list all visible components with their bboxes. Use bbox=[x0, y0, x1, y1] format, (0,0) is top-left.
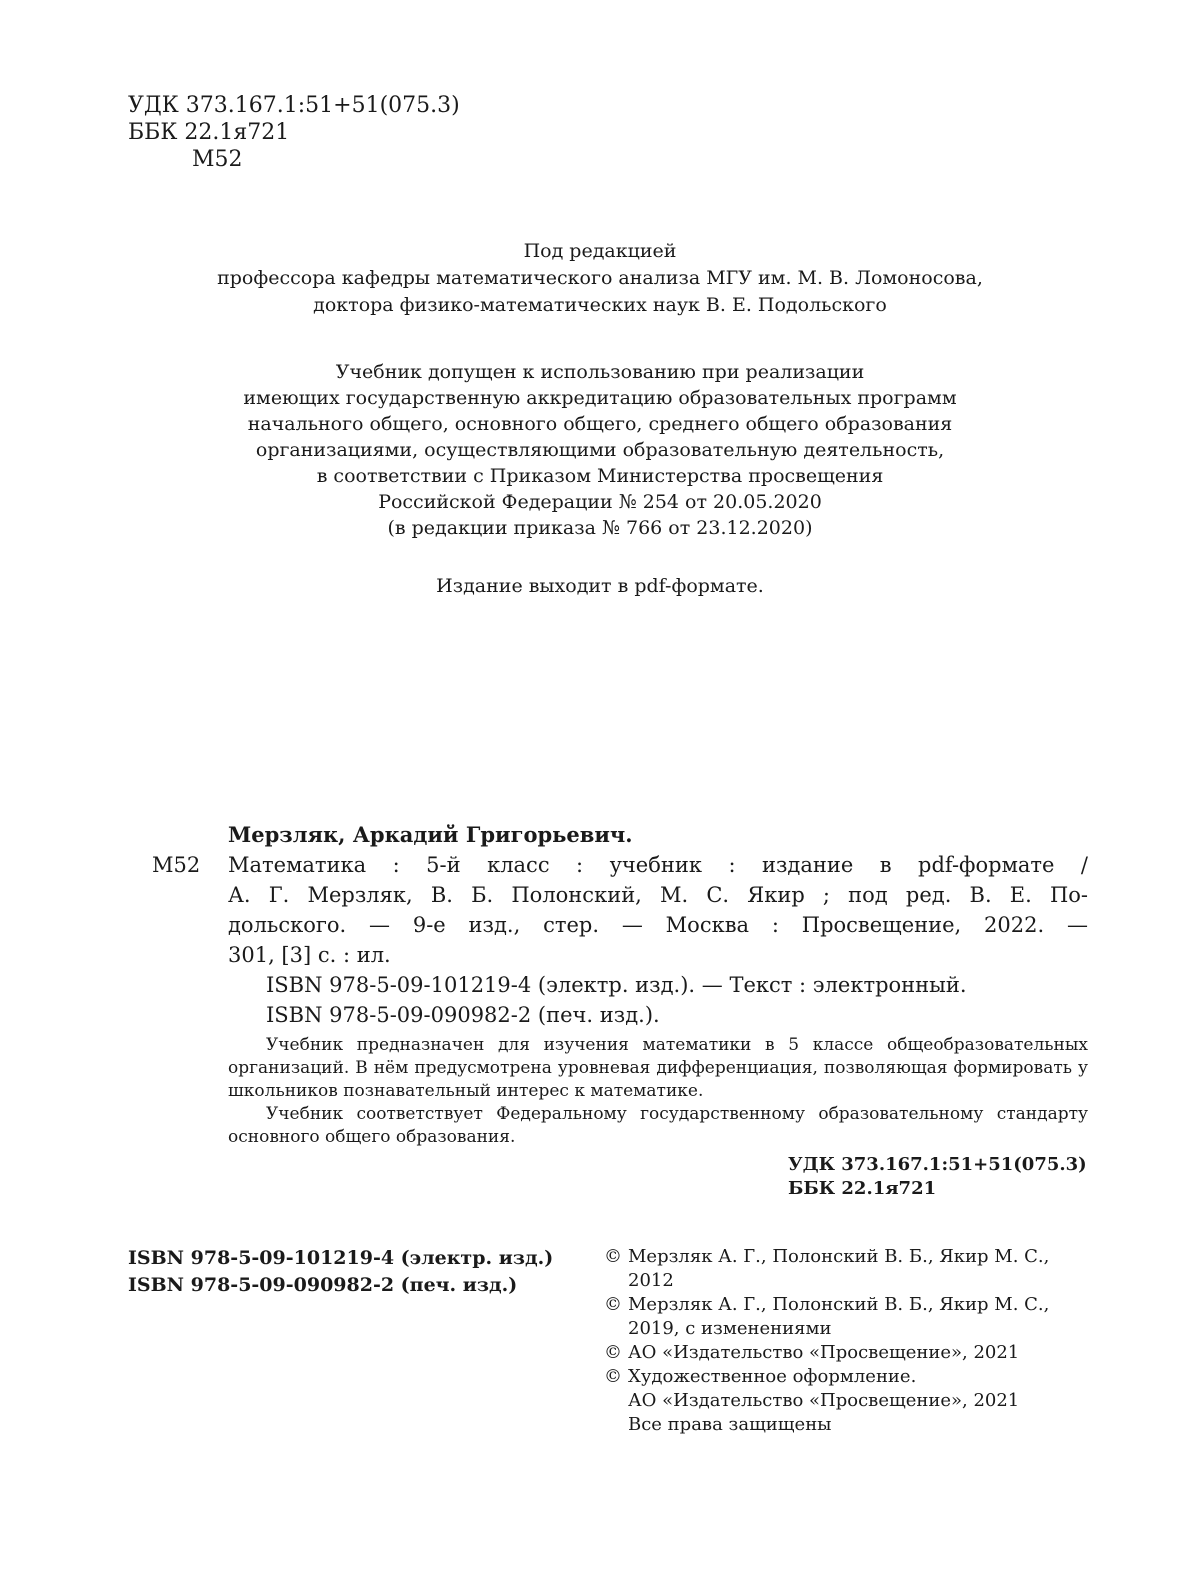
approval-line: в соответствии с Приказом Министерства просвещения bbox=[316, 465, 884, 487]
approval-line: имеющих государственную аккредитацию образовательных программ bbox=[243, 387, 957, 409]
approval-line: организациями, осуществляющими образовательную деятельность, bbox=[255, 439, 945, 461]
record-line: А. Г. Мерзляк, В. Б. Полонский, М. С. Якир ; под ред. В. Е. По- bbox=[228, 883, 1088, 907]
record-line: Математика : 5-й класс : учебник : издание в pdf-формате / bbox=[228, 853, 1088, 877]
editor-line: профессора кафедры математического анализа МГУ им. М. В. Ломоносова, bbox=[217, 267, 983, 289]
isbn-block bbox=[128, 1245, 553, 1299]
bibliographic-record bbox=[128, 820, 1088, 1201]
copyright-icon: © bbox=[604, 1294, 622, 1315]
author-mark: М52 bbox=[192, 147, 243, 172]
record-bbk: ББК 22.1я721 bbox=[788, 1178, 937, 1199]
approval-line: (в редакции приказа № 766 от 23.12.2020) bbox=[387, 517, 813, 539]
record-mark: М52 bbox=[152, 853, 201, 877]
copyright-line: 2012 bbox=[628, 1270, 674, 1291]
record-author: Мерзляк, Аркадий Григорьевич. bbox=[228, 822, 633, 847]
copyright-icon: © bbox=[604, 1342, 622, 1363]
copyright-icon: © bbox=[604, 1366, 622, 1387]
udk-code: УДК 373.167.1:51+51(075.3) bbox=[128, 93, 460, 118]
record-codes bbox=[128, 1153, 1088, 1201]
record-isbn-electronic: ISBN 978-5-09-101219-4 (электр. изд.). — Текст : электронный. bbox=[266, 973, 967, 997]
annotation-paragraph: Учебник предназначен для изучения математики в 5 классе общеобразовательных организаций. В нём предусмотрена уровневая дифференциация, позволяющая формировать у школьников познавательный интерес к математике. bbox=[228, 1035, 1088, 1101]
record-title-block bbox=[128, 850, 1088, 880]
isbn-electronic: ISBN 978-5-09-101219-4 (электр. изд.) bbox=[128, 1247, 554, 1269]
classification-codes bbox=[128, 92, 460, 173]
copyright-line: АО «Издательство «Просвещение», 2021 bbox=[628, 1342, 1020, 1363]
record-line: 301, [3] с. : ил. bbox=[228, 943, 391, 967]
copyright-line: АО «Издательство «Просвещение», 2021 bbox=[628, 1390, 1020, 1411]
isbn-print: ISBN 978-5-09-090982-2 (печ. изд.) bbox=[128, 1274, 518, 1296]
bbk-code: ББК 22.1я721 bbox=[128, 120, 290, 145]
record-isbn-print: ISBN 978-5-09-090982-2 (печ. изд.). bbox=[266, 1003, 660, 1027]
copyright-entry bbox=[604, 1365, 1049, 1437]
copyright-line: Мерзляк А. Г., Полонский В. Б., Якир М. С., bbox=[628, 1294, 1050, 1315]
editor-line: Под редакцией bbox=[523, 240, 677, 262]
record-annotation bbox=[128, 1034, 1088, 1149]
copyright-line: 2019, с изменениями bbox=[628, 1318, 832, 1339]
record-line: дольского. — 9-е изд., стер. — Москва : Просвещение, 2022. — bbox=[228, 913, 1088, 937]
annotation-paragraph: Учебник соответствует Федеральному государственному образовательному стандарту основного общего образования. bbox=[228, 1104, 1088, 1147]
copyright-line: Художественное оформление. bbox=[628, 1366, 917, 1387]
approval-statement bbox=[0, 359, 1200, 541]
editor-block bbox=[0, 238, 1200, 319]
approval-line: начального общего, основного общего, среднего общего образования bbox=[247, 413, 953, 435]
copyright-entry bbox=[604, 1293, 1049, 1341]
copyright-line: Мерзляк А. Г., Полонский В. Б., Якир М. С., bbox=[628, 1246, 1050, 1267]
approval-line: Учебник допущен к использованию при реализации bbox=[335, 361, 865, 383]
pdf-format-note: Издание выходит в pdf-формате. bbox=[436, 575, 764, 597]
approval-line: Российской Федерации № 254 от 20.05.2020 bbox=[378, 491, 822, 513]
rights-reserved: Все права защищены bbox=[628, 1414, 832, 1435]
editor-line: доктора физико-математических наук В. Е. Подольского bbox=[313, 294, 887, 316]
copyright-notices bbox=[604, 1245, 1049, 1437]
copyright-entry bbox=[604, 1245, 1049, 1293]
record-udk: УДК 373.167.1:51+51(075.3) bbox=[788, 1154, 1087, 1175]
copyright-entry bbox=[604, 1341, 1049, 1365]
copyright-icon: © bbox=[604, 1246, 622, 1267]
